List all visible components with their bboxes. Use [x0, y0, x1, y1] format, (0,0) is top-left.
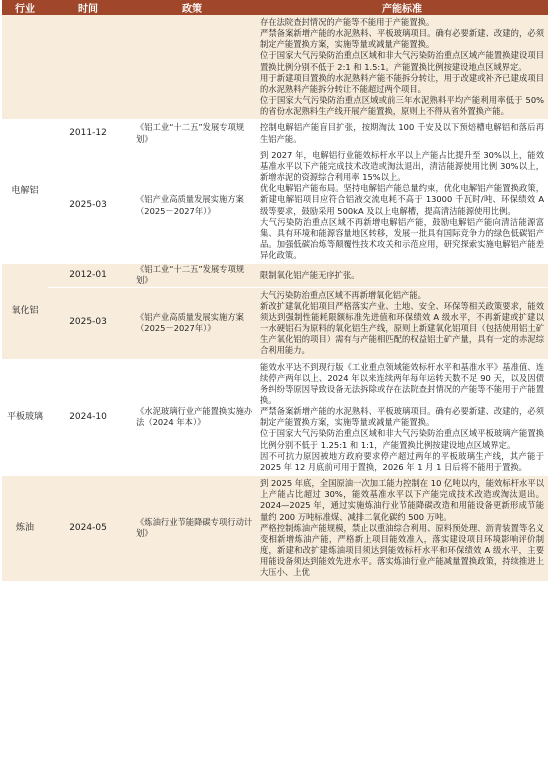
industry-cell: 氧化铝: [2, 264, 48, 359]
industry-cell: [2, 15, 48, 120]
standard-paragraph: 严禁备案新增产能的水泥熟料、平板玻璃项目。确有必要新建、改建的，必须制定产能置换方案，实施等量或减量产能置换。: [260, 406, 544, 428]
standard-paragraph: 存在法院查封情况的产能等不能用于产能置换。: [260, 17, 435, 27]
standard-cell: [256, 15, 548, 120]
table-row: [2, 359, 548, 476]
time-cell: [48, 15, 128, 120]
standard-cell: [256, 359, 548, 476]
table-row: [2, 287, 548, 359]
standard-paragraph: 大气污染防治重点区域不再新增氧化铝产能。: [260, 289, 426, 300]
standard-paragraph: 新改扩建氧化铝项目严格落实产业、土地、安全、环保等相关政策要求，能效须达到强制性能耗限额标准先进值和环保绩效 A 级水平，不再新建或扩建以一水硬铝石为原料的氧化铝生产线，原则上新建氧化铝项目（包括使用铝土矿生产氧化铝的项目）需有与产能相匹配的权益铝土矿产量，具有一定的赤泥综合利用能力。: [260, 300, 544, 356]
header-industry: 行业: [2, 0, 48, 15]
policy-cell: 《铝产业高质量发展实施方案（2025－2027年）》: [128, 147, 256, 264]
standard-paragraph: 控制电解铝产能盲目扩张，按期淘汰 100 千安及以下预焙槽电解铝和落后再生铝产能。: [260, 122, 544, 144]
table-header-row: [2, 0, 548, 15]
time-cell: 2012-01: [48, 264, 128, 287]
standard-cell: [256, 264, 548, 287]
time-cell: 2011-12: [48, 120, 128, 147]
policy-table: [2, 0, 548, 582]
time-cell: 2025-03: [48, 147, 128, 264]
policy-cell: 《水泥玻璃行业产能置换实施办法（2024 年本）》: [128, 359, 256, 476]
policy-cell: 《铝产业高质量发展实施方案（2025－2027年）》: [128, 287, 256, 359]
policy-cell: [128, 15, 256, 120]
header-standard: 产能标准: [256, 0, 548, 15]
policy-cell: 《铝工业“十二五”发展专项规划》: [128, 120, 256, 147]
standard-paragraph: 严禁备案新增产能的水泥熟料、平板玻璃项目。确有必要新建、改建的，必须制定产能置换方案，实施等量或减量产能置换。: [260, 28, 544, 50]
time-cell: 2024-05: [48, 476, 128, 581]
standard-paragraph: 位于国家大气污染防治重点区域或前三年水泥熟料平均产能利用率低于 50%的省份水泥熟料生产线开展产能置换，原则上不得从省外置换产能。: [260, 95, 544, 117]
policy-cell: 《铝工业“十二五”发展专项规划》: [128, 264, 256, 287]
industry-cell: 炼油: [2, 476, 48, 581]
standard-paragraph: 到 2027 年，电解铝行业能效标杆水平以上产能占比提升至 30%以上，能效基准水平以下产能完成技术改造或淘汰退出，清洁能源使用比例 30%以上，新增赤泥的资源综合利用率 15%以上。: [260, 149, 544, 183]
table-row: [2, 476, 548, 581]
standard-cell: [256, 287, 548, 359]
standard-paragraph: 优化电解铝产能布局。坚持电解铝产能总量约束，优化电解铝产能置换政策，新建电解铝项目应符合铝液交流电耗不高于 13000 千瓦时/吨、环保绩效 A 级等要求，鼓励采用 500kA 及以上电解槽，提高清洁能源使用比例。: [260, 183, 544, 216]
standard-paragraph: 限制氧化铝产能无序扩张。: [260, 269, 360, 280]
standard-cell: [256, 120, 548, 147]
header-policy: 政策: [128, 0, 256, 15]
policy-cell: 《炼油行业节能降碳专项行动计划》: [128, 476, 256, 581]
industry-cell: 平板玻璃: [2, 359, 48, 476]
table-row: [2, 120, 548, 147]
time-cell: 2024-10: [48, 359, 128, 476]
standard-paragraph: 到 2025 年底，全国原油一次加工能力控制在 10 亿吨以内，能效标杆水平以上产能占比超过 30%，能效基准水平以下产能完成技术改造或淘汰退出。2024—2025 年，通过实施炼油行业节能降碳改造和用能设备更新形成节能量约 200 万吨标准煤、减排二氧化碳约 500 万吨。: [260, 478, 544, 522]
standard-paragraph: 能效水平达不到现行版《工业重点领域能效标杆水平和基准水平》基准值、连续停产两年以上、2024 年以来连续两年每年运转天数不足 90 天，以及因债务纠纷等原因导致设备无法拆除或存在法院查封情况的产能等不能用于产能置换。: [260, 361, 544, 405]
standard-cell: [256, 476, 548, 581]
table-row: [2, 264, 548, 287]
table-row: [2, 147, 548, 264]
standard-paragraph: 严格控制炼油产能规模，禁止以重油综合利用、原料预处理、沥青装置等名义变相新增炼油产能，严格新上项目能效准入，落实建设项目环境影响评价制度，新建和改扩建炼油项目须达到能效标杆水平和环保绩效 A 级水平，主要用能设备须达到能效先进水平。落实炼油行业产能减量置换政策，持续推进上大压小、上优: [260, 522, 544, 578]
standard-paragraph: 用于新建项目置换的水泥熟料产能不能拆分转让，用于改建或补齐已建成项目的水泥熟料产能拆分转让不能超过两个项目。: [260, 72, 544, 94]
standard-paragraph: 位于国家大气污染防治重点区域和非大气污染防治重点区域平板玻璃产能置换比例分别不低于 1.25:1 和 1:1，产能置换比例按建设地点区域界定。: [260, 428, 544, 450]
standard-paragraph: 大气污染防治重点区域不再新增电解铝产能，鼓励电解铝产能向清洁能源富集、具有环境和能源容量地区转移，发展一批具有国际竞争力的绿色低碳铝产品。加强低碳冶炼等颠覆性技术攻关和示范应用，研究探索实施电解铝产能差异化政策。: [260, 216, 544, 261]
standard-paragraph: 位于国家大气污染防治重点区域和非大气污染防治重点区域产能置换建设项目置换比例分别不低于 2:1 和 1.5:1。产能置换比例按建设地点区域界定。: [260, 50, 544, 72]
industry-cell: 电解铝: [2, 120, 48, 264]
standard-cell: [256, 147, 548, 264]
header-time: 时间: [48, 0, 128, 15]
time-cell: 2025-03: [48, 287, 128, 359]
standard-paragraph: 因不可抗力原因被地方政府要求停产超过两年的平板玻璃生产线，其产能于 2025 年 12 月底前可用于置换，2026 年 1 月 1 日后将不能用于置换。: [260, 450, 544, 472]
table-row: [2, 15, 548, 120]
